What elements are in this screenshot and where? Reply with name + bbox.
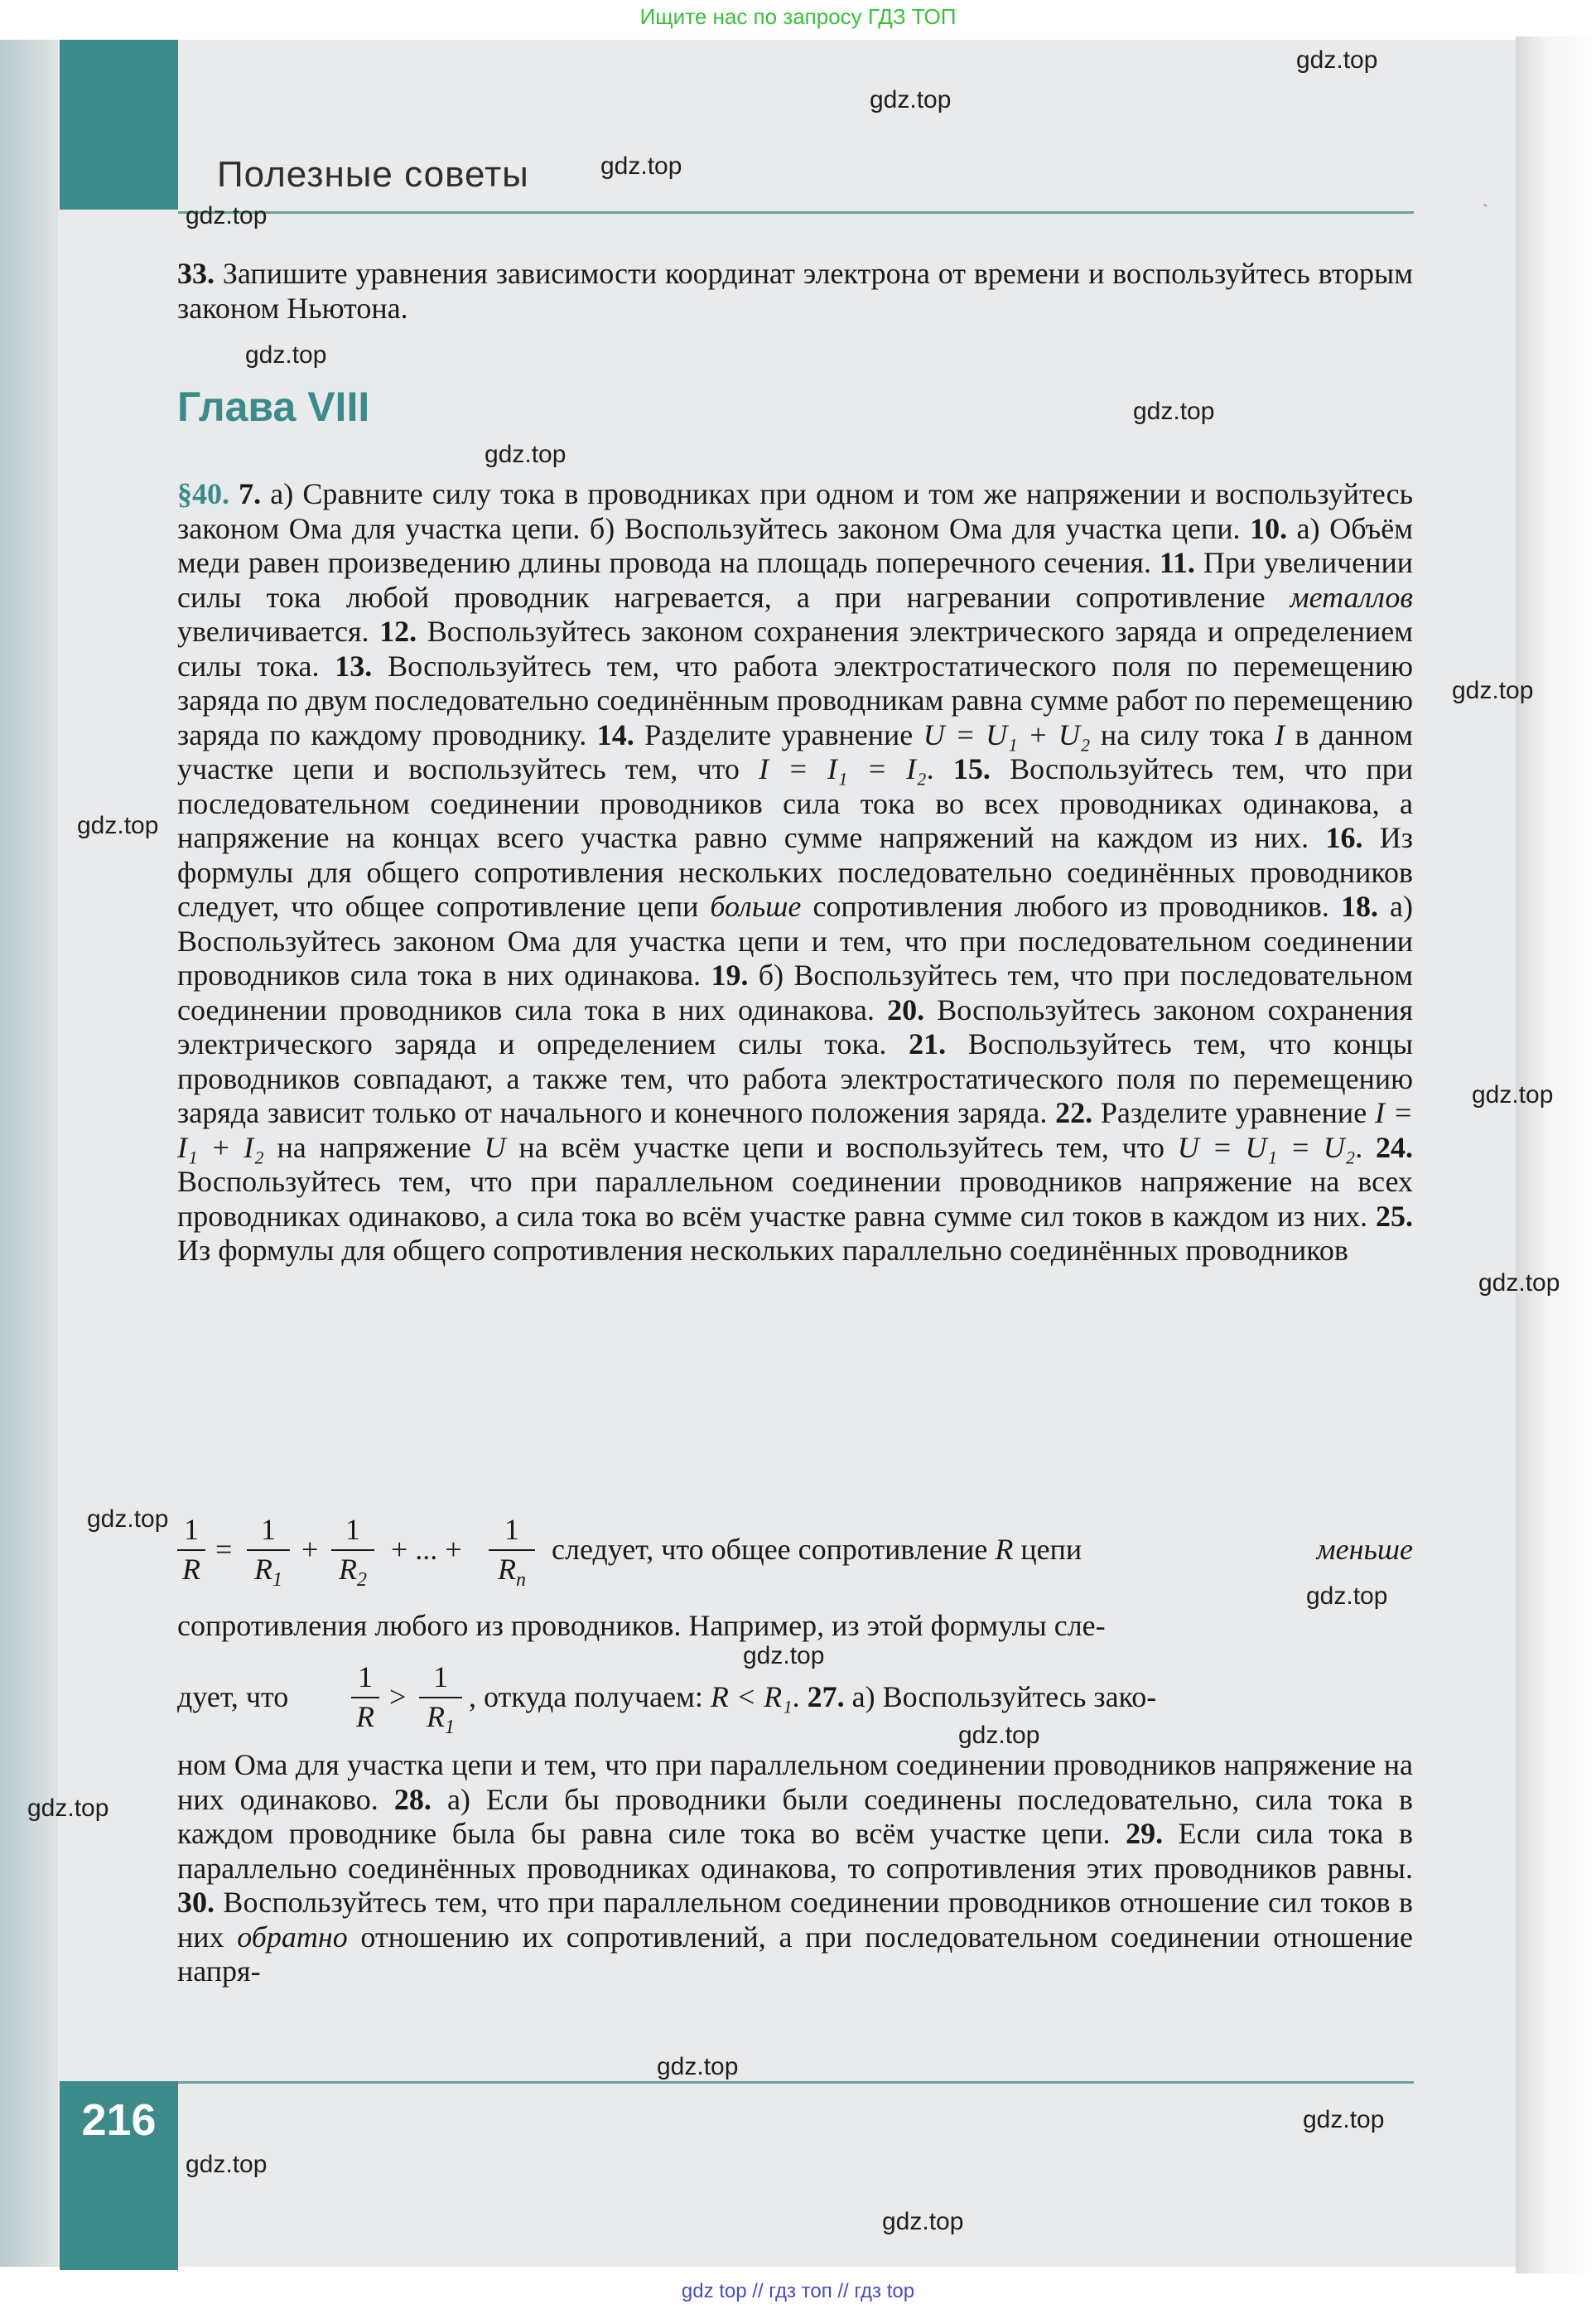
fraction: [489, 1513, 535, 1597]
hint-text: ном Ома для участка цепи и тем, что при параллельном соединении проводников напряжение на них одинаково.: [177, 1748, 1413, 1816]
hint-text: цепи: [1013, 1533, 1082, 1566]
hint-text: Воспользуйтесь законом сохранения электрического заряда и определением силы тока.: [177, 993, 1413, 1060]
greater-than-sign: >: [389, 1680, 407, 1713]
formula-text: U = U₁ + U₂: [923, 717, 1091, 751]
emphasis-text: обратно: [237, 1920, 348, 1954]
hint-text: Из формулы для общего сопротивления нескольких параллельно соединённых проводников: [177, 1234, 1348, 1267]
hint-text: Воспользуйтесь тем, что концы проводников совпадают, а также тем, что работа электростатического поля по перемещению заряда зависит только от начального и конечного положения заряда.: [177, 1027, 1414, 1129]
emphasis-text: больше: [710, 890, 802, 923]
denominator: [247, 1553, 290, 1598]
hint-text: При увеличении силы тока любой проводник нагревается, а при нагревании сопротивление: [177, 546, 1413, 614]
header-tab: [60, 40, 178, 210]
paragraph-33: [177, 257, 1413, 326]
problem-number: 29.: [1126, 1817, 1164, 1850]
hint-text: , откуда получаем:: [469, 1680, 711, 1713]
hint-text: следует, что общее сопротивление: [552, 1533, 996, 1566]
hint-text: увеличивается.: [177, 615, 380, 648]
formula-text: I: [1275, 717, 1285, 751]
denominator: [351, 1700, 379, 1735]
numerator: 1: [433, 1660, 448, 1693]
hint-text: Воспользуйтесь тем, что работа электростатического поля по перемещению заряда по двум последовательно соединённым проводникам равна сумме работ по перемещению заряда по каждому проводнику.: [177, 649, 1413, 751]
fraction: [247, 1513, 290, 1597]
denominator-symbol: R: [498, 1552, 516, 1586]
formula-parallel-resistance: [177, 1513, 1413, 1591]
problem-number: 10.: [1250, 511, 1288, 545]
denominator-symbol: R: [182, 1552, 200, 1586]
fraction-bar: [247, 1549, 290, 1551]
pencil-mark: ˏ: [1483, 189, 1488, 207]
problem-number: 20.: [887, 993, 925, 1026]
subscript: n: [516, 1568, 526, 1591]
watermark: gdz.top: [186, 2151, 268, 2178]
watermark: gdz.top: [1133, 398, 1215, 425]
watermark: gdz.top: [958, 1722, 1040, 1749]
denominator: [419, 1700, 462, 1746]
fraction: [177, 1513, 205, 1587]
hint-text: Из формулы для общего сопротивления нескольких последовательно соединённых проводников следует, что общее сопротивление цепи: [177, 821, 1413, 923]
problem-number: 7.: [239, 477, 262, 510]
subscript: 2: [357, 1568, 367, 1591]
hint-text: Воспользуйтесь тем, что при последовательном соединении проводников сила тока во всех проводниках одинакова, а напряжение на концах всего участка равно сумме напряжений на каждом из них.: [177, 752, 1413, 854]
hint-text: отношению их сопротивлений, а при последовательном соединении отношение напря-: [177, 1920, 1414, 1988]
equals-sign: =: [215, 1533, 233, 1566]
numerator: 1: [504, 1513, 519, 1546]
formula-trailing-text: [552, 1533, 1082, 1568]
fraction-bar: [489, 1549, 535, 1551]
watermark: gdz.top: [882, 2208, 964, 2235]
fraction-bar: [419, 1697, 462, 1698]
watermark: gdz.top: [1303, 2106, 1385, 2133]
hint-text: Если сила тока в параллельно соединённых проводниках одинакова, то сопротивления этих проводников равны.: [177, 1817, 1413, 1885]
book-spine: [0, 40, 58, 2267]
watermark: gdz.top: [1306, 1582, 1388, 1610]
hint-text: Воспользуйтесь тем, что при параллельном соединении проводников напряжение на всех проводниках одинаково, а сила тока во всём участке равна сумме сил токов в каждом из них.: [177, 1165, 1413, 1233]
formula-text: I = I₁ = I₂: [759, 752, 927, 785]
hint-text: на силу тока: [1090, 717, 1275, 751]
denominator-symbol: R: [427, 1699, 445, 1733]
numerator: 1: [261, 1513, 276, 1546]
numerator: 1: [358, 1660, 373, 1693]
problem-number: 18.: [1340, 890, 1378, 923]
problem-number: 28.: [393, 1782, 432, 1816]
denominator: [331, 1553, 374, 1598]
hint-text: дует, что: [177, 1680, 289, 1713]
hint-text: в данном участке цепи и воспользуйтесь тем, что: [177, 717, 1414, 785]
watermark: gdz.top: [245, 341, 327, 369]
problem-number: 24.: [1376, 1130, 1413, 1164]
fraction-bar: [177, 1549, 205, 1551]
hint-text: Воспользуйтесь законом сохранения электрического заряда и определением силы тока.: [177, 615, 1414, 683]
watermark: gdz.top: [1452, 677, 1534, 704]
paragraph-40: [177, 477, 1413, 1268]
plus-sign: +: [301, 1533, 319, 1566]
watermark: gdz.top: [657, 2053, 739, 2080]
bottom-banner[interactable]: gdz top // гдз топ // гдз top: [681, 2280, 915, 2302]
chapter-title: Глава VIII: [177, 384, 370, 430]
hint-text: Воспользуйтесь тем, что при параллельном соединении проводников отношение сил токов в них: [177, 1886, 1413, 1954]
denominator-symbol: R: [339, 1552, 357, 1586]
watermark: gdz.top: [87, 1505, 169, 1533]
header-rule: [178, 211, 1414, 214]
hint-text: а) Воспользуйтесь законом Ома для участка цепи и тем, что при последовательном соединении проводников сила тока в них одинакова.: [177, 890, 1414, 992]
hint-text: а) Объём меди равен произведению длины провода на площадь поперечного сечения.: [177, 511, 1413, 579]
denominator: [489, 1553, 535, 1598]
hint-text: Запишите уравнения зависимости координат электрона от времени и воспользуйтесь вторым законом Ньютона.: [177, 257, 1413, 325]
fraction: [331, 1513, 374, 1597]
watermark: gdz.top: [186, 202, 268, 229]
watermark: gdz.top: [1296, 46, 1378, 74]
footer-rule: [178, 2081, 1414, 2084]
page-edge-shadow: [1516, 36, 1596, 2273]
problem-number: 12.: [379, 615, 417, 648]
problem-number: 25.: [1376, 1199, 1413, 1233]
problem-number: 33.: [177, 257, 215, 290]
subscript: 1: [445, 1716, 455, 1738]
watermark: gdz.top: [27, 1795, 109, 1822]
hint-text: на всём участке цепи и воспользуйтесь тем, что: [505, 1130, 1178, 1164]
denominator-symbol: R: [254, 1552, 272, 1586]
emphasis-text: металлов: [1290, 580, 1413, 614]
hint-text: Разделите уравнение: [634, 717, 923, 751]
problem-number: 13.: [335, 649, 373, 683]
section-title: Полезные советы: [217, 154, 529, 195]
fraction: [419, 1660, 462, 1745]
fraction-bar: [351, 1697, 379, 1698]
problem-number: 19.: [711, 959, 749, 992]
denominator: [177, 1553, 205, 1587]
problem-number: 27.: [807, 1680, 845, 1713]
emphasis-text: меньше: [1316, 1533, 1413, 1566]
watermark: gdz.top: [743, 1642, 825, 1669]
hint-text: .: [792, 1680, 808, 1713]
watermark: gdz.top: [600, 152, 682, 180]
numerator: 1: [184, 1513, 199, 1546]
formula-text: U = U₁ = U₂: [1177, 1130, 1356, 1164]
fraction-bar: [331, 1549, 374, 1551]
hint-text: а) Если бы проводники были соединены последовательно, сила тока в каждом проводнике была бы равна силе тока во всём участке цепи.: [177, 1782, 1413, 1850]
subscript: 1: [272, 1568, 282, 1591]
page-number: 216: [81, 2095, 157, 2145]
hint-text: Разделите уравнение: [1092, 1096, 1375, 1129]
problem-number: 11.: [1159, 546, 1195, 579]
numerator: 1: [345, 1513, 360, 1546]
problem-number: 22.: [1055, 1096, 1093, 1129]
watermark: gdz.top: [485, 441, 567, 468]
formula-text: R: [995, 1533, 1014, 1566]
watermark: gdz.top: [1478, 1269, 1560, 1297]
fraction: [351, 1660, 379, 1734]
formula-text: R < R₁: [710, 1680, 793, 1713]
plus-dots: + ... +: [391, 1533, 462, 1566]
problem-number: 21.: [909, 1027, 947, 1060]
watermark: gdz.top: [77, 812, 159, 839]
problem-number: 16.: [1325, 821, 1363, 854]
hint-text: на напряжение: [263, 1130, 485, 1164]
hint-text: а) Сравните силу тока в проводниках при одном и том же напряжении и воспользуйтесь законом Ома для участка цепи. б) Воспользуйтесь законом Ома для участка цепи.: [177, 477, 1414, 545]
top-banner[interactable]: Ищите нас по запросу ГДЗ ТОП: [639, 4, 957, 29]
problem-number: 14.: [596, 717, 634, 751]
formula-text: U: [484, 1130, 506, 1164]
formula-text: I = I₁ + I₂: [177, 1096, 1414, 1164]
hint-text: .: [926, 752, 953, 785]
hint-text: б) Воспользуйтесь тем, что при последовательном соединении проводников сила тока в них одинакова.: [177, 959, 1413, 1026]
hint-text: сопротивления любого из проводников.: [801, 890, 1341, 923]
hint-text: а) Воспользуйтесь зако-: [844, 1680, 1157, 1713]
watermark: gdz.top: [870, 86, 952, 114]
section-number: §40.: [177, 477, 229, 510]
hint-text: .: [1355, 1130, 1376, 1164]
problem-number: 30.: [177, 1886, 215, 1919]
denominator-symbol: R: [356, 1699, 374, 1733]
paragraph-after-formula: сопротивления любого из проводников. Например, из этой формулы сле-: [177, 1609, 1106, 1642]
problem-number: 15.: [952, 752, 991, 785]
formula-trailing-text: [469, 1680, 1156, 1715]
paragraph-end: [177, 1748, 1413, 1989]
watermark: gdz.top: [1472, 1081, 1554, 1109]
